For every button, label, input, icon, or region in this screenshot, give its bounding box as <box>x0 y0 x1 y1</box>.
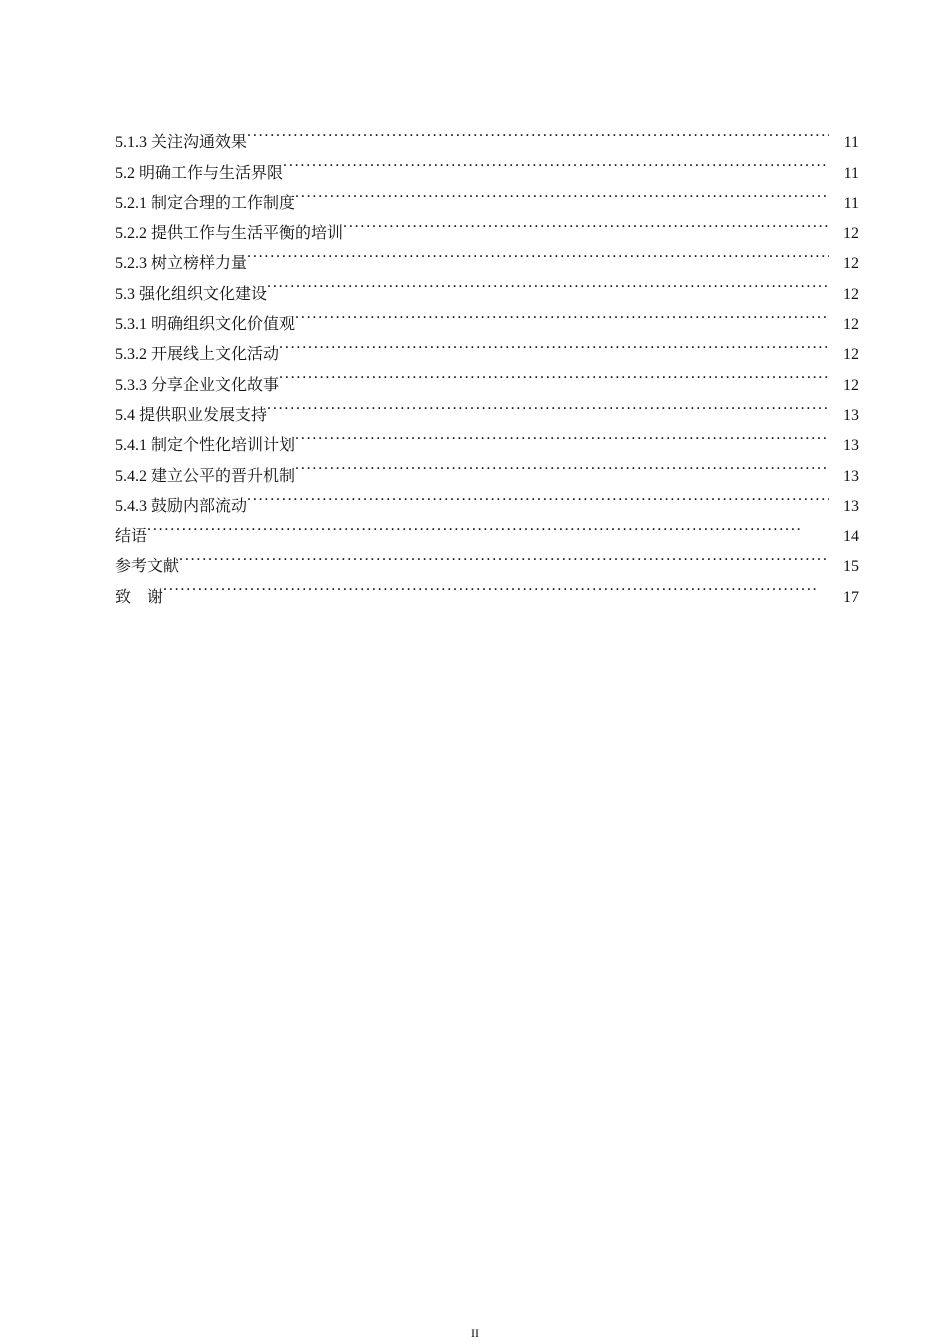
toc-entry-title: 5.2.1 制定合理的工作制度 <box>115 194 296 212</box>
toc-leader-dots <box>147 511 829 541</box>
toc-entry-page: 13 <box>843 406 859 424</box>
toc-entry-title: 致 谢 <box>115 588 164 606</box>
toc-entry-title: 5.3.2 开展线上文化活动 <box>115 346 280 364</box>
toc-entry-title: 5.4 提供职业发展支持 <box>115 406 268 424</box>
toc-entry-title: 5.2 明确工作与生活界限 <box>115 164 284 182</box>
toc-entry[interactable] <box>115 541 859 576</box>
toc-leader-dots <box>267 268 829 298</box>
toc-entry-title: 结语 <box>115 528 148 546</box>
toc-entry-page: 13 <box>843 437 859 455</box>
toc-entry-page: 12 <box>843 255 859 273</box>
toc-entry[interactable] <box>115 117 859 152</box>
toc-entry-title: 参考文献 <box>115 558 180 576</box>
toc-entry-page: 11 <box>843 164 859 182</box>
toc-leader-dots <box>343 208 829 238</box>
toc-leader-dots <box>295 420 829 450</box>
toc-entry-title: 5.4.1 制定个性化培训计划 <box>115 437 296 455</box>
toc-leader-dots <box>295 299 829 329</box>
toc-entry-title: 5.3.1 明确组织文化价值观 <box>115 316 296 334</box>
toc-entry[interactable] <box>115 571 859 606</box>
toc-entry-page: 12 <box>843 376 859 394</box>
toc-entry-title: 5.1.3 关注沟通效果 <box>115 134 248 152</box>
toc-entry-page: 15 <box>843 558 859 576</box>
toc-entry-title: 5.4.2 建立公平的晋升机制 <box>115 467 296 485</box>
table-of-contents <box>115 117 859 606</box>
toc-entry-title: 5.2.3 树立榜样力量 <box>115 255 248 273</box>
toc-leader-dots <box>279 359 829 389</box>
toc-entry-page: 11 <box>843 194 859 212</box>
toc-leader-dots <box>247 238 829 268</box>
toc-leader-dots <box>247 481 829 511</box>
toc-entry-title: 5.2.2 提供工作与生活平衡的培训 <box>115 225 344 243</box>
toc-leader-dots <box>283 147 829 177</box>
toc-leader-dots <box>295 178 829 208</box>
toc-entry[interactable] <box>115 511 859 546</box>
toc-leader-dots <box>295 450 829 480</box>
toc-entry-page: 11 <box>843 134 859 152</box>
toc-leader-dots <box>163 571 829 601</box>
toc-entry-page: 12 <box>843 346 859 364</box>
toc-entry-title: 5.3.3 分享企业文化故事 <box>115 376 280 394</box>
page-number: II <box>471 1326 479 1340</box>
toc-entry-title: 5.4.3 鼓励内部流动 <box>115 497 248 515</box>
toc-leader-dots <box>247 117 829 147</box>
toc-entry-page: 17 <box>843 588 859 606</box>
toc-entry-page: 13 <box>843 497 859 515</box>
toc-leader-dots <box>179 541 829 571</box>
toc-entry-page: 12 <box>843 285 859 303</box>
toc-entry-page: 12 <box>843 225 859 243</box>
toc-leader-dots <box>267 390 829 420</box>
toc-entry-title: 5.3 强化组织文化建设 <box>115 285 268 303</box>
toc-leader-dots <box>279 329 829 359</box>
toc-entry-page: 12 <box>843 316 859 334</box>
toc-entry-page: 13 <box>843 467 859 485</box>
toc-entry-page: 14 <box>843 528 859 546</box>
